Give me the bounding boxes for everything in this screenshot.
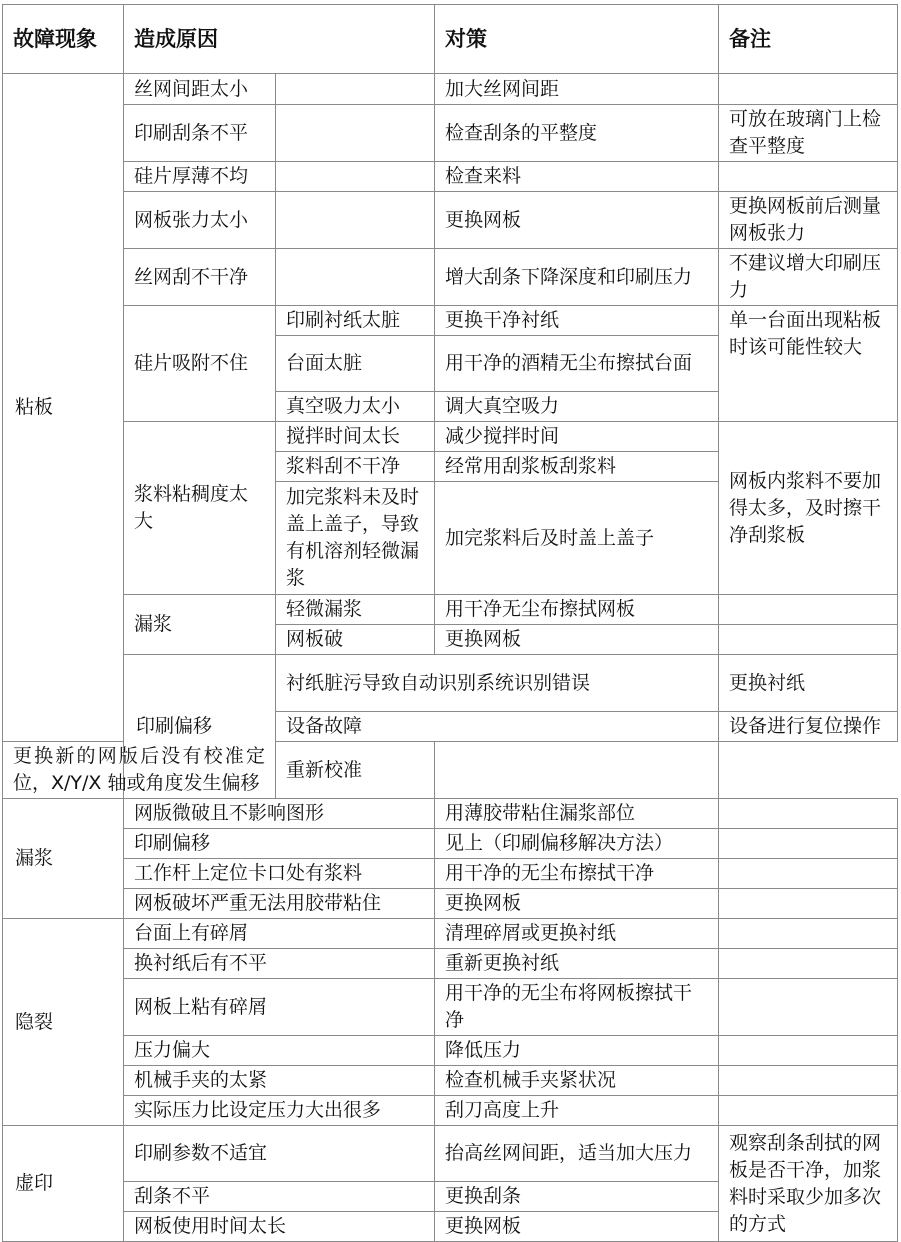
solution-cell: 加大丝网间距	[435, 74, 719, 105]
solution-cell: 检查来料	[435, 162, 719, 192]
solution-cell: 重新校准	[276, 742, 435, 799]
cause-cell: 网版微破且不影响图形	[124, 799, 435, 829]
solution-cell: 检查刮条的平整度	[435, 105, 719, 162]
note-cell	[719, 1066, 898, 1096]
note-cell	[719, 949, 898, 979]
note-cell: 不建议增大印刷压力	[719, 249, 898, 306]
cause-cell: 设备故障	[276, 712, 719, 742]
cause-cell: 刮条不平	[124, 1182, 435, 1212]
note-cell	[719, 799, 898, 829]
cause-cell: 浆料粘稠度太大	[124, 422, 276, 595]
solution-cell: 减少搅拌时间	[435, 422, 719, 452]
category-cell: 粘板	[3, 74, 124, 742]
solution-cell: 更换干净衬纸	[435, 306, 719, 336]
cause-cell: 实际压力比设定压力大出很多	[124, 1096, 435, 1126]
solution-cell: 用薄胶带粘住漏浆部位	[435, 799, 719, 829]
solution-cell: 增大刮条下降深度和印刷压力	[435, 249, 719, 306]
header-row	[3, 5, 898, 74]
header-solution: 对策	[435, 5, 719, 74]
cause-cell: 压力偏大	[124, 1036, 435, 1066]
note-cell: 网板内浆料不要加得太多，及时擦干净刮浆板	[719, 422, 898, 595]
note-cell	[719, 1096, 898, 1126]
note-cell	[719, 162, 898, 192]
category-cell: 漏浆	[3, 799, 124, 919]
cause-cell: 网板上粘有碎屑	[124, 979, 435, 1036]
solution-cell: 加完浆料后及时盖上盖子	[435, 482, 719, 595]
table-row	[3, 919, 898, 949]
solution-cell: 更换刮条	[435, 1182, 719, 1212]
cause-cell: 印刷刮条不平	[124, 105, 276, 162]
cause-cell: 漏浆	[124, 595, 276, 655]
note-cell: 单一台面出现粘板时该可能性较大	[719, 306, 898, 422]
solution-cell: 清理碎屑或更换衬纸	[435, 919, 719, 949]
table-row	[3, 192, 898, 249]
table-row	[3, 1036, 898, 1066]
cause-cell: 硅片厚薄不均	[124, 162, 276, 192]
solution-cell: 更换网板	[435, 889, 719, 919]
solution-cell: 用干净的酒精无尘布擦拭台面	[435, 336, 719, 392]
header-cause: 造成原因	[124, 5, 435, 74]
table-row	[3, 742, 898, 799]
subcause-cell: 浆料刮不干净	[276, 452, 435, 482]
solution-cell: 降低压力	[435, 1036, 719, 1066]
solution-cell: 调大真空吸力	[435, 392, 719, 422]
table-row	[3, 306, 898, 336]
solution-cell: 用干净的无尘布擦拭干净	[435, 859, 719, 889]
note-cell	[719, 1036, 898, 1066]
note-cell: 可放在玻璃门上检查平整度	[719, 105, 898, 162]
cause-cell: 印刷偏移	[124, 829, 435, 859]
subcause-cell	[276, 105, 435, 162]
category-cell: 虚印	[3, 1126, 124, 1242]
table-row	[3, 249, 898, 306]
solution-cell: 更换衬纸	[719, 655, 898, 712]
solution-cell: 用干净无尘布擦拭网板	[435, 595, 719, 625]
note-cell	[719, 625, 898, 655]
table-row	[3, 105, 898, 162]
subcause-cell	[276, 192, 435, 249]
subcause-cell: 真空吸力太小	[276, 392, 435, 422]
table-row	[3, 829, 898, 859]
category-cell: 印刷偏移	[124, 655, 276, 799]
cause-cell: 换衬纸后有不平	[124, 949, 435, 979]
table-row	[3, 74, 898, 105]
solution-cell: 经常用刮浆板刮浆料	[435, 452, 719, 482]
fault-table	[2, 4, 898, 1242]
note-cell	[719, 919, 898, 949]
subcause-cell: 印刷衬纸太脏	[276, 306, 435, 336]
table-row	[3, 1066, 898, 1096]
header-note: 备注	[719, 5, 898, 74]
note-cell	[435, 742, 719, 799]
table-row	[3, 162, 898, 192]
solution-cell: 更换网板	[435, 1212, 719, 1242]
solution-cell: 更换网板	[435, 192, 719, 249]
subcause-cell	[276, 162, 435, 192]
cause-cell: 机械手夹的太紧	[124, 1066, 435, 1096]
header-phenomenon: 故障现象	[3, 5, 124, 74]
solution-cell: 见上（印刷偏移解决方法）	[435, 829, 719, 859]
note-cell	[719, 859, 898, 889]
solution-cell: 刮刀高度上升	[435, 1096, 719, 1126]
cause-cell: 更换新的网版后没有校准定位，X/Y/X 轴或角度发生偏移	[3, 742, 276, 799]
note-cell	[719, 889, 898, 919]
table-row	[3, 799, 898, 829]
cause-cell: 印刷参数不适宜	[124, 1126, 435, 1182]
cause-cell: 网板破坏严重无法用胶带粘住	[124, 889, 435, 919]
table-row	[3, 655, 898, 712]
cause-cell: 工作杆上定位卡口处有浆料	[124, 859, 435, 889]
table-row	[3, 1126, 898, 1182]
table-row	[3, 979, 898, 1036]
table-row	[3, 422, 898, 452]
cause-cell: 衬纸脏污导致自动识别系统识别错误	[276, 655, 719, 712]
solution-cell: 更换网板	[435, 625, 719, 655]
cause-cell: 硅片吸附不住	[124, 306, 276, 422]
table-row	[3, 949, 898, 979]
solution-cell: 检查机械手夹紧状况	[435, 1066, 719, 1096]
cause-cell: 台面上有碎屑	[124, 919, 435, 949]
cause-cell: 网板使用时间太长	[124, 1212, 435, 1242]
table-row	[3, 595, 898, 625]
cause-cell: 丝网间距太小	[124, 74, 276, 105]
note-cell: 更换网板前后测量网板张力	[719, 192, 898, 249]
cause-cell: 网板张力太小	[124, 192, 276, 249]
cause-cell: 丝网刮不干净	[124, 249, 276, 306]
subcause-cell: 搅拌时间太长	[276, 422, 435, 452]
note-cell	[719, 595, 898, 625]
note-cell	[719, 829, 898, 859]
subcause-cell: 网板破	[276, 625, 435, 655]
table-row	[3, 859, 898, 889]
subcause-cell	[276, 249, 435, 306]
table-row	[3, 1096, 898, 1126]
solution-cell: 重新更换衬纸	[435, 949, 719, 979]
subcause-cell	[276, 74, 435, 105]
subcause-cell: 轻微漏浆	[276, 595, 435, 625]
note-cell	[719, 74, 898, 105]
category-cell: 隐裂	[3, 919, 124, 1126]
note-cell	[719, 979, 898, 1036]
solution-cell: 抬高丝网间距，适当加大压力	[435, 1126, 719, 1182]
solution-cell: 用干净的无尘布将网板擦拭干净	[435, 979, 719, 1036]
note-cell: 观察刮条刮拭的网板是否干净，加浆料时采取少加多次的方式	[719, 1126, 898, 1242]
subcause-cell: 加完浆料未及时盖上盖子，导致有机溶剂轻微漏浆	[276, 482, 435, 595]
solution-cell: 设备进行复位操作	[719, 712, 898, 742]
table-row	[3, 889, 898, 919]
subcause-cell: 台面太脏	[276, 336, 435, 392]
